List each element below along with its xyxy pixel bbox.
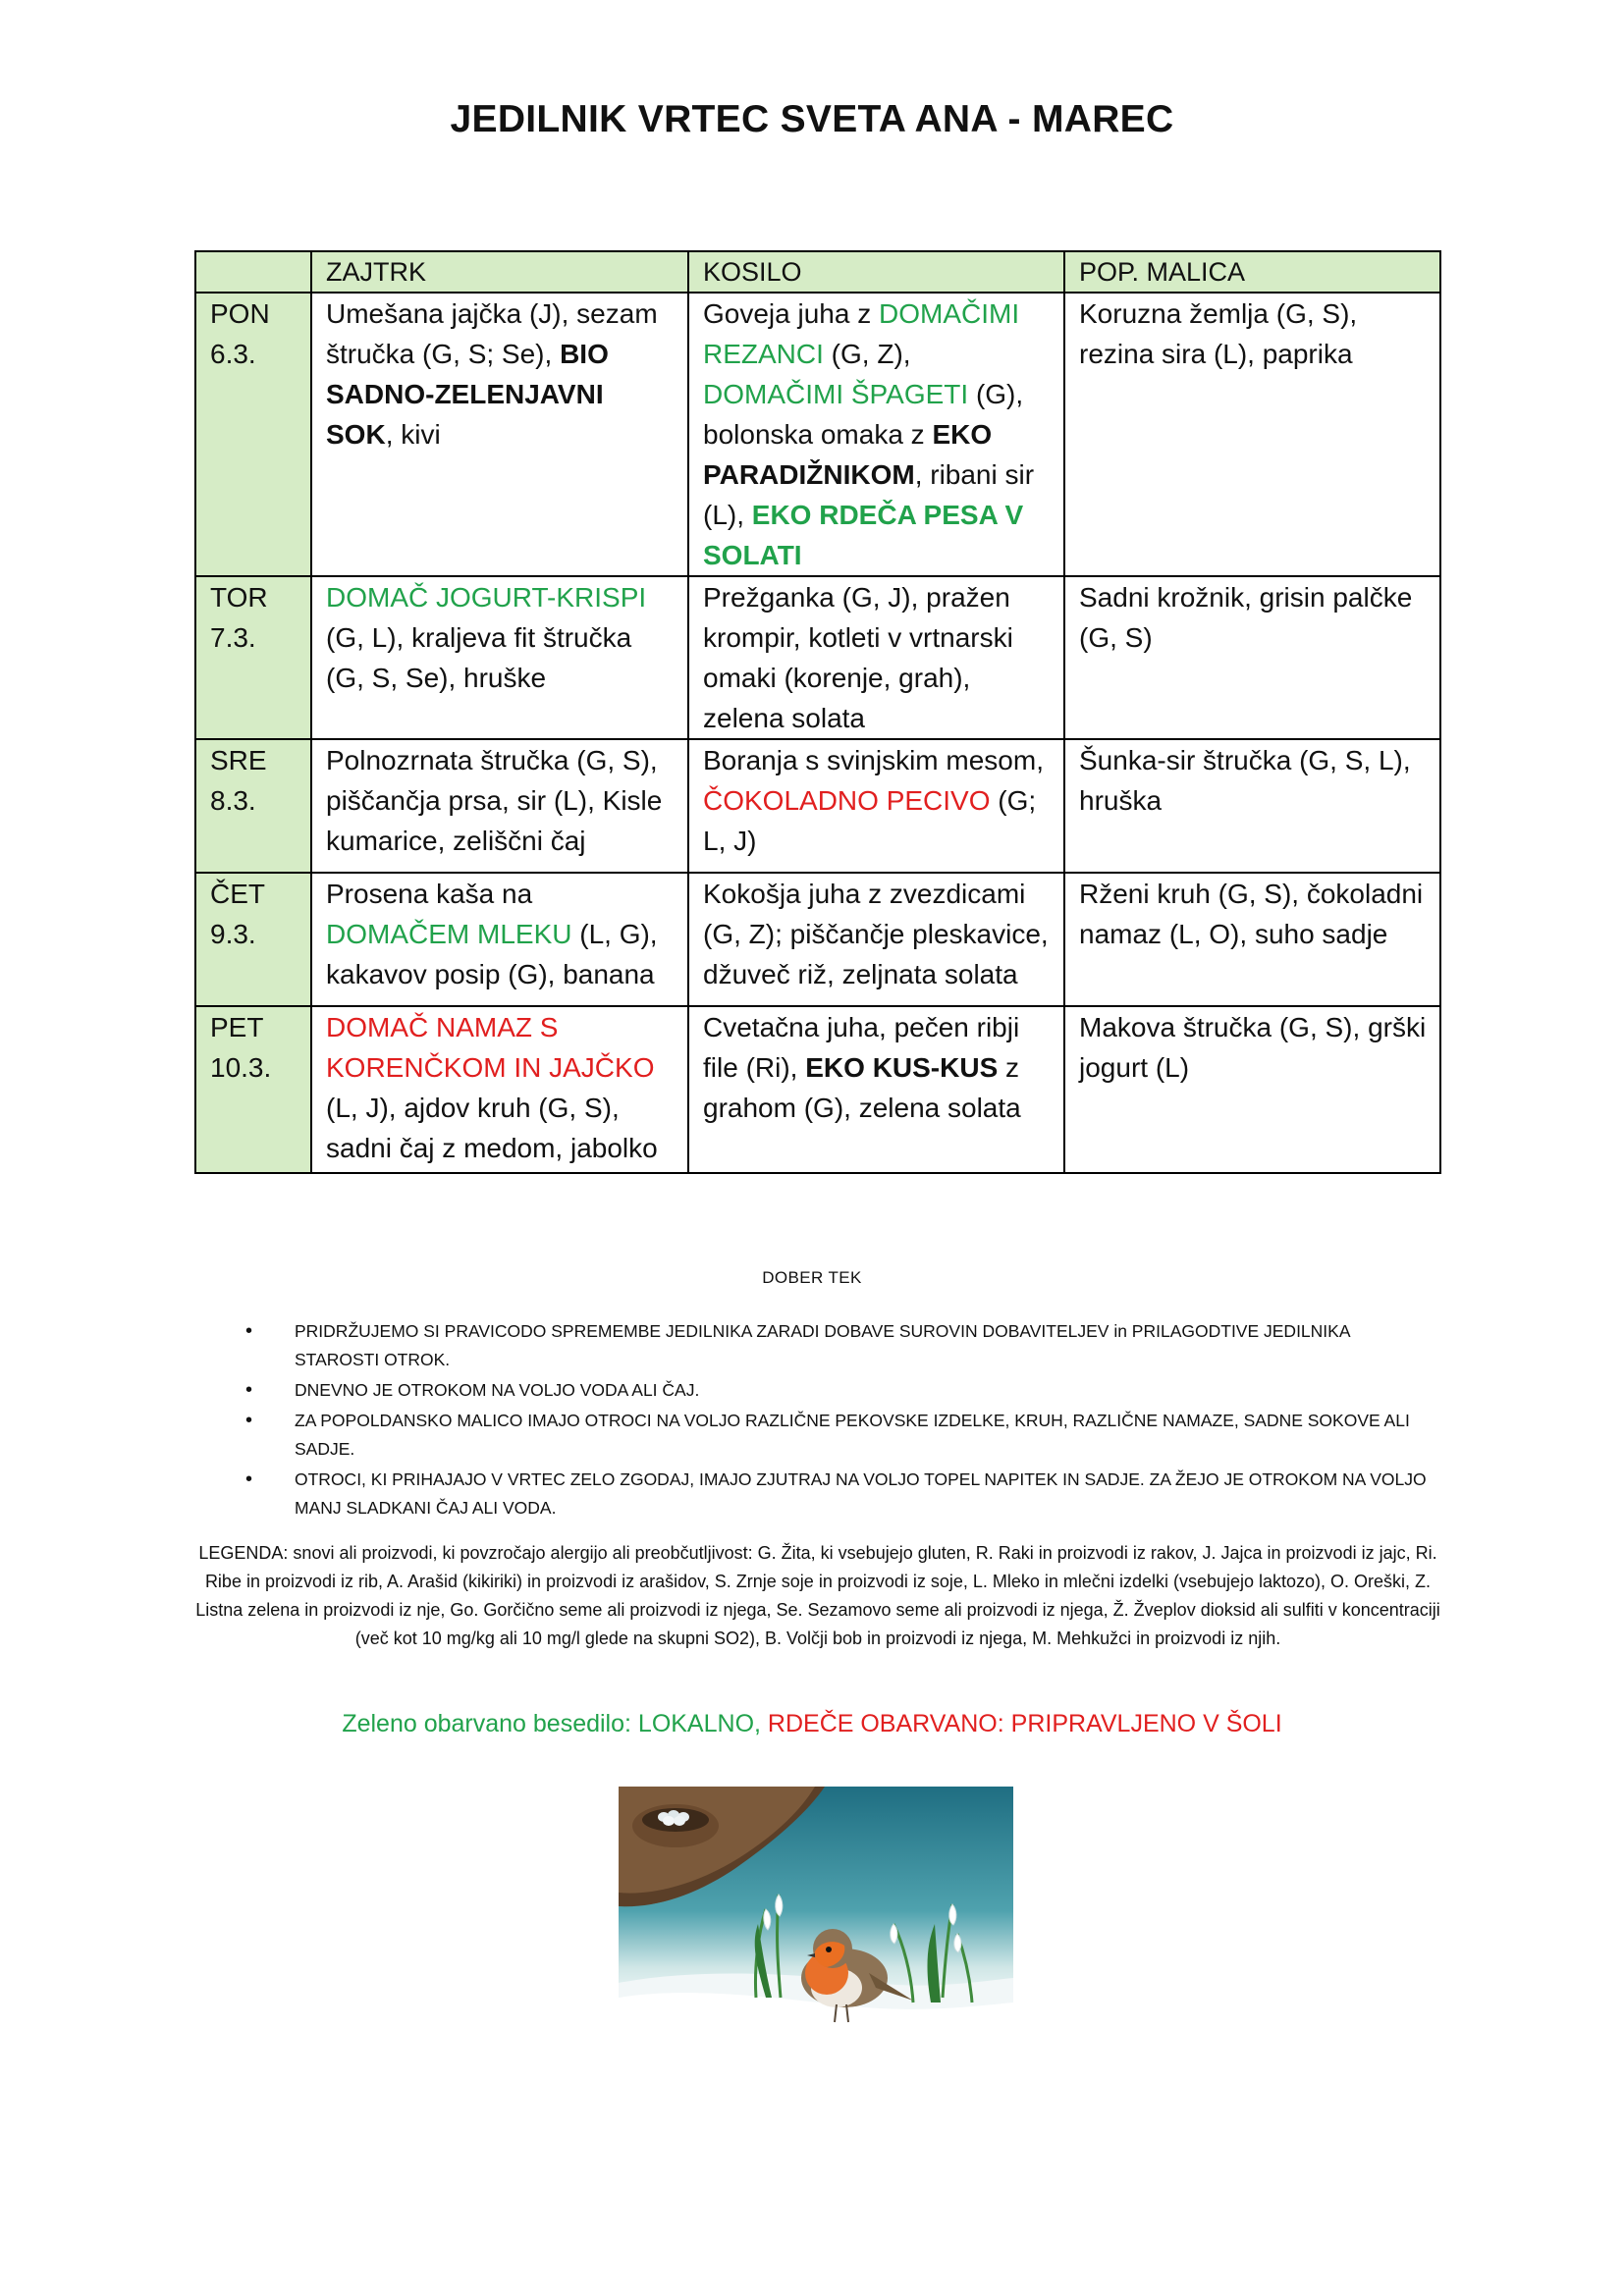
menu-text: Prosena kaša na [326, 879, 533, 909]
menu-text: Boranja s svinjskim mesom, [703, 745, 1044, 775]
table-row [195, 576, 1440, 739]
menu-text: (G, Z), [823, 339, 911, 369]
table-header-row [195, 251, 1440, 293]
menu-text: DOMAČIMI ŠPAGETI [703, 379, 969, 409]
menu-text: , ribani sir (L), [703, 459, 1035, 530]
malica-cell [1064, 1006, 1440, 1173]
bullet-icon: • [245, 1410, 253, 1431]
menu-text: Šunka-sir štručka (G, S, L), hruška [1079, 745, 1411, 816]
list-item: • OTROCI, KI PRIHAJAJO V VRTEC ZELO ZGODAJ, IMAJO ZJUTRAJ NA VOLJO TOPEL NAPITEK IN SADJE. ZA ŽEJO JE OTROKOM NA VOLJO MANJ SLADKANI ČAJ ALI VODA. [236, 1466, 1434, 1522]
allergen-legend: LEGENDA: snovi ali proizvodi, ki povzročajo alergijo ali preobčutljivost: G. Žita, ki vsebujejo gluten, R. Raki in proizvodi iz rakov, J. Jajca in proizvodi iz jajc, Ri. Ribe in proizvodi iz rib, A. Arašid (kikiriki) in proizvodi iz arašidov, S. Zrnje soje in proizvodi iz soje, L. Mleko in mlečni izdelki (vsebujejo laktozo), O. Oreški, Z. Listna zelena in proizvodi iz nje, Go. Gorčično seme ali proizvodi iz njega, Se. Sezamovo seme ali proizvodi iz njega, Ž. Žveplov dioksid ali sulfiti v koncentraciji (več kot 10 mg/kg ali 10 mg/l glede na skupni SO2), B. Volčji bob in proizvodi iz njega, M. Mehkužci in proizvodi iz njih. [195, 1543, 1440, 1648]
day-name: PET [210, 1012, 264, 1042]
menu-text: BIO SADNO-ZELENJAVNI SOK [326, 339, 609, 450]
menu-text: Cvetačna juha, pečen ribji file (Ri), [703, 1012, 1020, 1083]
day-cell [195, 739, 311, 873]
robin-illustration [619, 1787, 1013, 2067]
zajtrk-cell [311, 1006, 688, 1173]
day-name: ČET [210, 879, 265, 909]
menu-text: ČOKOLADNO PECIVO [703, 785, 991, 816]
menu-text: DOMAČ NAMAZ S KORENČKOM IN JAJČKO [326, 1012, 655, 1083]
dober-tek-label: DOBER TEK [762, 1268, 862, 1287]
day-date: 6.3. [210, 339, 256, 369]
menu-text: Umešana jajčka (J), sezam štručka (G, S; Se), [326, 298, 658, 369]
menu-text: DOMAČ JOGURT-KRISPI [326, 582, 647, 613]
table-row [195, 293, 1440, 576]
bullet-icon: • [245, 1379, 253, 1401]
day-cell [195, 873, 311, 1006]
malica-cell [1064, 293, 1440, 576]
table-row [195, 873, 1440, 1006]
color-legend-green: Zeleno obarvano besedilo: LOKALNO, [342, 1710, 768, 1737]
day-name: PON [210, 298, 270, 329]
page-title: JEDILNIK VRTEC SVETA ANA - MAREC [450, 98, 1174, 140]
menu-text: Rženi kruh (G, S), čokoladni namaz (L, O), suho sadje [1079, 879, 1424, 949]
day-date: 10.3. [210, 1052, 272, 1083]
menu-text: (L, J), ajdov kruh (G, S), sadni čaj z medom, jabolko [326, 1093, 658, 1163]
menu-text: Prežganka (G, J), pražen krompir, kotleti v vrtnarski omaki (korenje, grah), zelena solata [703, 582, 1013, 733]
menu-text: (G, L), kraljeva fit štručka (G, S, Se), hruške [326, 622, 632, 693]
menu-text: z grahom (G), zelena solata [703, 1052, 1021, 1123]
color-legend [0, 1710, 1624, 1738]
color-legend-red: RDEČE OBARVANO: PRIPRAVLJENO V ŠOLI [767, 1710, 1282, 1737]
zajtrk-cell [311, 293, 688, 576]
malica-cell [1064, 873, 1440, 1006]
menu-text: , kivi [385, 419, 441, 450]
table-row [195, 1006, 1440, 1173]
list-item: • DNEVNO JE OTROKOM NA VOLJO VODA ALI ČAJ. [236, 1376, 1434, 1405]
day-cell [195, 576, 311, 739]
header-cell-zajtrk: ZAJTRK [311, 251, 688, 293]
kosilo-cell [688, 1006, 1064, 1173]
day-cell [195, 1006, 311, 1173]
menu-text: (G), bolonska omaka z [703, 379, 1024, 450]
header-cell-pop-malica: POP. MALICA [1064, 251, 1440, 293]
malica-cell [1064, 576, 1440, 739]
day-name: SRE [210, 745, 267, 775]
menu-text: DOMAČIMI REZANCI [703, 298, 1020, 369]
menu-text: EKO RDEČA PESA V SOLATI [703, 500, 1024, 570]
menu-table [194, 250, 1441, 1174]
menu-text: (G; L, J) [703, 785, 1037, 856]
day-date: 7.3. [210, 622, 256, 653]
menu-text: EKO PARADIŽNIKOM [703, 419, 993, 490]
menu-text: Goveja juha z [703, 298, 879, 329]
table-row [195, 739, 1440, 873]
kosilo-cell [688, 873, 1064, 1006]
day-name: TOR [210, 582, 268, 613]
menu-text: DOMAČEM MLEKU [326, 919, 572, 949]
zajtrk-cell [311, 576, 688, 739]
menu-text: Sadni krožnik, grisin palčke (G, S) [1079, 582, 1413, 653]
kosilo-cell [688, 293, 1064, 576]
menu-text: Koruzna žemlja (G, S), rezina sira (L), paprika [1079, 298, 1358, 369]
zajtrk-cell [311, 873, 688, 1006]
list-item: • ZA POPOLDANSKO MALICO IMAJO OTROCI NA VOLJO RAZLIČNE PEKOVSKE IZDELKE, KRUH, RAZLIČNE NAMAZE, SADNE SOKOVE ALI SADJE. [236, 1407, 1434, 1464]
header-cell-day [195, 251, 311, 293]
menu-text: Kokošja juha z zvezdicami (G, Z); piščančje pleskavice, džuveč riž, zeljnata solata [703, 879, 1049, 989]
kosilo-cell [688, 739, 1064, 873]
menu-text: (L, G), kakavov posip (G), banana [326, 919, 658, 989]
list-item: • PRIDRŽUJEMO SI PRAVICODO SPREMEMBE JEDILNIKA ZARADI DOBAVE SUROVIN DOBAVITELJEV in PRILAGODTIVE JEDILNIKA STAROSTI OTROK. [236, 1317, 1434, 1374]
menu-text: Makova štručka (G, S), grški jogurt (L) [1079, 1012, 1427, 1083]
notes-list [236, 1317, 1434, 1524]
day-date: 9.3. [210, 919, 256, 949]
menu-text: EKO KUS-KUS [805, 1052, 999, 1083]
day-cell [195, 293, 311, 576]
malica-cell [1064, 739, 1440, 873]
bullet-icon: • [245, 1468, 253, 1490]
day-date: 8.3. [210, 785, 256, 816]
bullet-icon: • [245, 1320, 253, 1342]
zajtrk-cell [311, 739, 688, 873]
kosilo-cell [688, 576, 1064, 739]
header-cell-kosilo: KOSILO [688, 251, 1064, 293]
menu-text: Polnozrnata štručka (G, S), piščančja prsa, sir (L), Kisle kumarice, zeliščni čaj [326, 745, 663, 856]
